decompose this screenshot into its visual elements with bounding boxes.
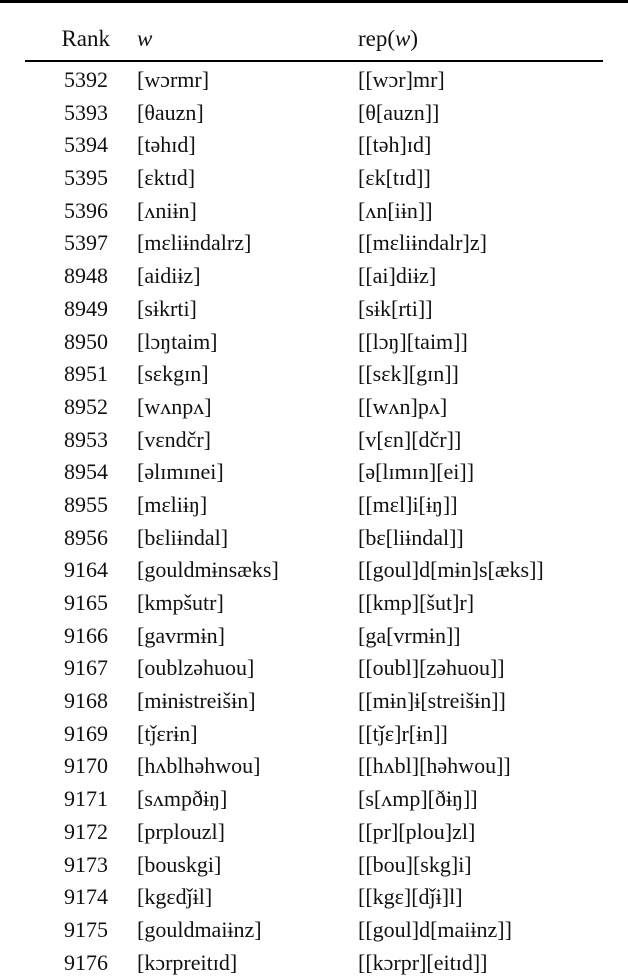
table-row xyxy=(0,489,628,522)
rep-cell: [[wʌn]pʌ] xyxy=(358,393,448,419)
table-row xyxy=(0,685,628,718)
word-cell: [wʌnpʌ] xyxy=(137,393,212,419)
table-row xyxy=(0,358,628,391)
table-row xyxy=(0,424,628,457)
rank-cell: 9170 xyxy=(64,753,108,779)
rep-cell: [[goul]d[maiɨnz]] xyxy=(358,916,512,942)
rank-cell: 9166 xyxy=(64,622,108,648)
word-cell: [sɛkgɪn] xyxy=(137,361,209,387)
word-cell: [təhɪd] xyxy=(137,132,196,158)
rank-cell: 9169 xyxy=(64,720,108,746)
rep-cell: [[kmp][šut]r] xyxy=(358,590,475,615)
word-cell: [gouldmaiɨnz] xyxy=(137,916,262,942)
word-cell: [kmpšutr] xyxy=(137,590,224,615)
word-cell: [mɛliɨŋ] xyxy=(137,491,208,517)
rank-cell: 9175 xyxy=(64,916,108,942)
word-cell: [θauzn] xyxy=(137,99,204,125)
table-row xyxy=(0,195,628,228)
table-row xyxy=(0,947,628,980)
rank-cell: 9171 xyxy=(64,786,108,812)
rep-cell: [[bou][skg]i] xyxy=(358,851,472,877)
rank-cell: 5397 xyxy=(64,230,108,256)
table-row xyxy=(0,227,628,260)
rep-cell: [[təh]ɪd] xyxy=(358,132,432,158)
rep-cell: [ɛk[tɪd]] xyxy=(358,165,431,191)
rep-cell: [[goul]d[mɨn]s[æks]] xyxy=(358,557,544,583)
rep-cell: [s[ʌmp][ðɨŋ]] xyxy=(358,786,478,812)
rank-cell: 9168 xyxy=(64,688,108,714)
table-row xyxy=(0,97,628,130)
rank-cell: 5394 xyxy=(64,132,108,158)
rank-cell: 9173 xyxy=(64,851,108,877)
rep-cell: [[tǰɛ]r[ɨn]] xyxy=(358,720,448,746)
rep-cell: [[kɔrpr][eitɪd]] xyxy=(358,949,488,975)
word-cell: [mɨnɨstreišɨn] xyxy=(137,688,256,714)
rep-cell: [ʌn[iɨn]] xyxy=(358,197,433,223)
rep-cell: [[oubl][zəhuou]] xyxy=(358,655,505,681)
table-row xyxy=(0,816,628,849)
rep-cell: [[mɛl]i[ɨŋ]] xyxy=(358,491,458,517)
word-cell: [bɛliɨndal] xyxy=(137,524,229,550)
word-cell: [kgɛdǰɨl] xyxy=(137,884,213,910)
table-row xyxy=(0,718,628,751)
rank-cell: 5393 xyxy=(64,99,108,125)
table-top-rule xyxy=(0,0,628,3)
word-cell: [oublzəhuou] xyxy=(137,655,255,681)
table-row xyxy=(0,750,628,783)
rep-cell: [[pr][plou]zl] xyxy=(358,818,476,844)
word-cell: [gavrmɨn] xyxy=(137,622,225,648)
rank-cell: 5392 xyxy=(64,67,108,92)
rep-cell: [[hʌbl][həhwou]] xyxy=(358,753,511,779)
rep-cell: [[lɔŋ][taim]] xyxy=(358,328,468,354)
rep-cell: [[mɨn]ɨ[streišɨn]] xyxy=(358,688,506,714)
table-row xyxy=(0,652,628,685)
rep-cell: [ga[vrmɨn]] xyxy=(358,622,461,648)
header-rep-prefix: rep( xyxy=(358,26,396,51)
word-cell: [aidiɨz] xyxy=(137,263,201,289)
header-rule xyxy=(25,60,603,62)
table-row xyxy=(0,293,628,326)
rank-cell: 9174 xyxy=(64,884,108,910)
rep-cell: [[ai]diɨz] xyxy=(358,263,437,289)
rank-cell: 8956 xyxy=(64,524,108,550)
word-cell: [gouldmɨnsæks] xyxy=(137,557,279,583)
rank-cell: 8948 xyxy=(64,263,108,289)
table-row xyxy=(0,260,628,293)
word-cell: [wɔrmr] xyxy=(137,67,210,92)
word-cell: [kɔrpreitɪd] xyxy=(137,949,238,975)
word-cell: [hʌblhəhwou] xyxy=(137,753,261,779)
word-cell: [mɛliɨndalrz] xyxy=(137,230,252,256)
rep-cell: [[mɛliɨndalr]z] xyxy=(358,230,487,256)
rep-cell: [v[ɛn][dčr]] xyxy=(358,426,462,452)
rank-cell: 9165 xyxy=(64,590,108,615)
header-rep-var: w xyxy=(395,26,411,51)
word-cell: [ʌniɨn] xyxy=(137,197,197,223)
word-cell: [bouskgi] xyxy=(137,851,222,877)
table-row xyxy=(0,783,628,816)
rank-cell: 8954 xyxy=(64,459,108,485)
word-cell: [sʌmpðɨŋ] xyxy=(137,786,228,812)
rank-cell: 9172 xyxy=(64,818,108,844)
header-w: w xyxy=(137,26,153,51)
table-row xyxy=(0,326,628,359)
word-cell: [vɛndčr] xyxy=(137,426,211,452)
rank-cell: 9164 xyxy=(64,557,108,583)
rank-cell: 8955 xyxy=(64,491,108,517)
table-row xyxy=(0,391,628,424)
table-row xyxy=(0,849,628,882)
rank-cell: 8950 xyxy=(64,328,108,354)
word-cell: [prplouzl] xyxy=(137,818,225,844)
table-row xyxy=(0,129,628,162)
rep-cell: [[sɛk][gɪn]] xyxy=(358,361,459,387)
word-cell: [əlɪmɪnei] xyxy=(137,459,224,485)
rank-cell: 8952 xyxy=(64,393,108,419)
table-row xyxy=(0,554,628,587)
word-cell: [lɔŋtaim] xyxy=(137,328,218,354)
table-row xyxy=(0,456,628,489)
rank-cell: 9176 xyxy=(64,949,108,975)
rank-cell: 8953 xyxy=(64,426,108,452)
table-body xyxy=(0,64,628,979)
rank-cell: 9167 xyxy=(64,655,108,681)
header-rep-suffix: ) xyxy=(410,26,419,51)
header-rep xyxy=(358,24,418,54)
table-row xyxy=(0,620,628,653)
word-cell: [tǰɛrɨn] xyxy=(137,720,198,746)
table-row xyxy=(0,881,628,914)
table-row xyxy=(0,64,628,97)
rep-cell: [θ[auzn]] xyxy=(358,99,440,125)
table-row xyxy=(0,587,628,620)
rank-cell: 8951 xyxy=(64,361,108,387)
rank-cell: 8949 xyxy=(64,295,108,321)
rep-cell: [[kgɛ][dǰɨ]l] xyxy=(358,884,463,910)
header-rank: Rank xyxy=(61,26,110,51)
rep-cell: [[wɔr]mr] xyxy=(358,67,445,92)
word-cell: [ɛktɪd] xyxy=(137,165,196,191)
rank-cell: 5396 xyxy=(64,197,108,223)
rep-cell: [bɛ[liɨndal]] xyxy=(358,524,464,550)
table-row xyxy=(0,914,628,947)
table-row xyxy=(0,162,628,195)
rep-cell: [ə[lɪmɪn][ei]] xyxy=(358,459,475,485)
table-row xyxy=(0,522,628,555)
word-cell: [sɨkrti] xyxy=(137,295,197,321)
rank-cell: 5395 xyxy=(64,165,108,191)
rep-cell: [sɨk[rti]] xyxy=(358,295,433,321)
